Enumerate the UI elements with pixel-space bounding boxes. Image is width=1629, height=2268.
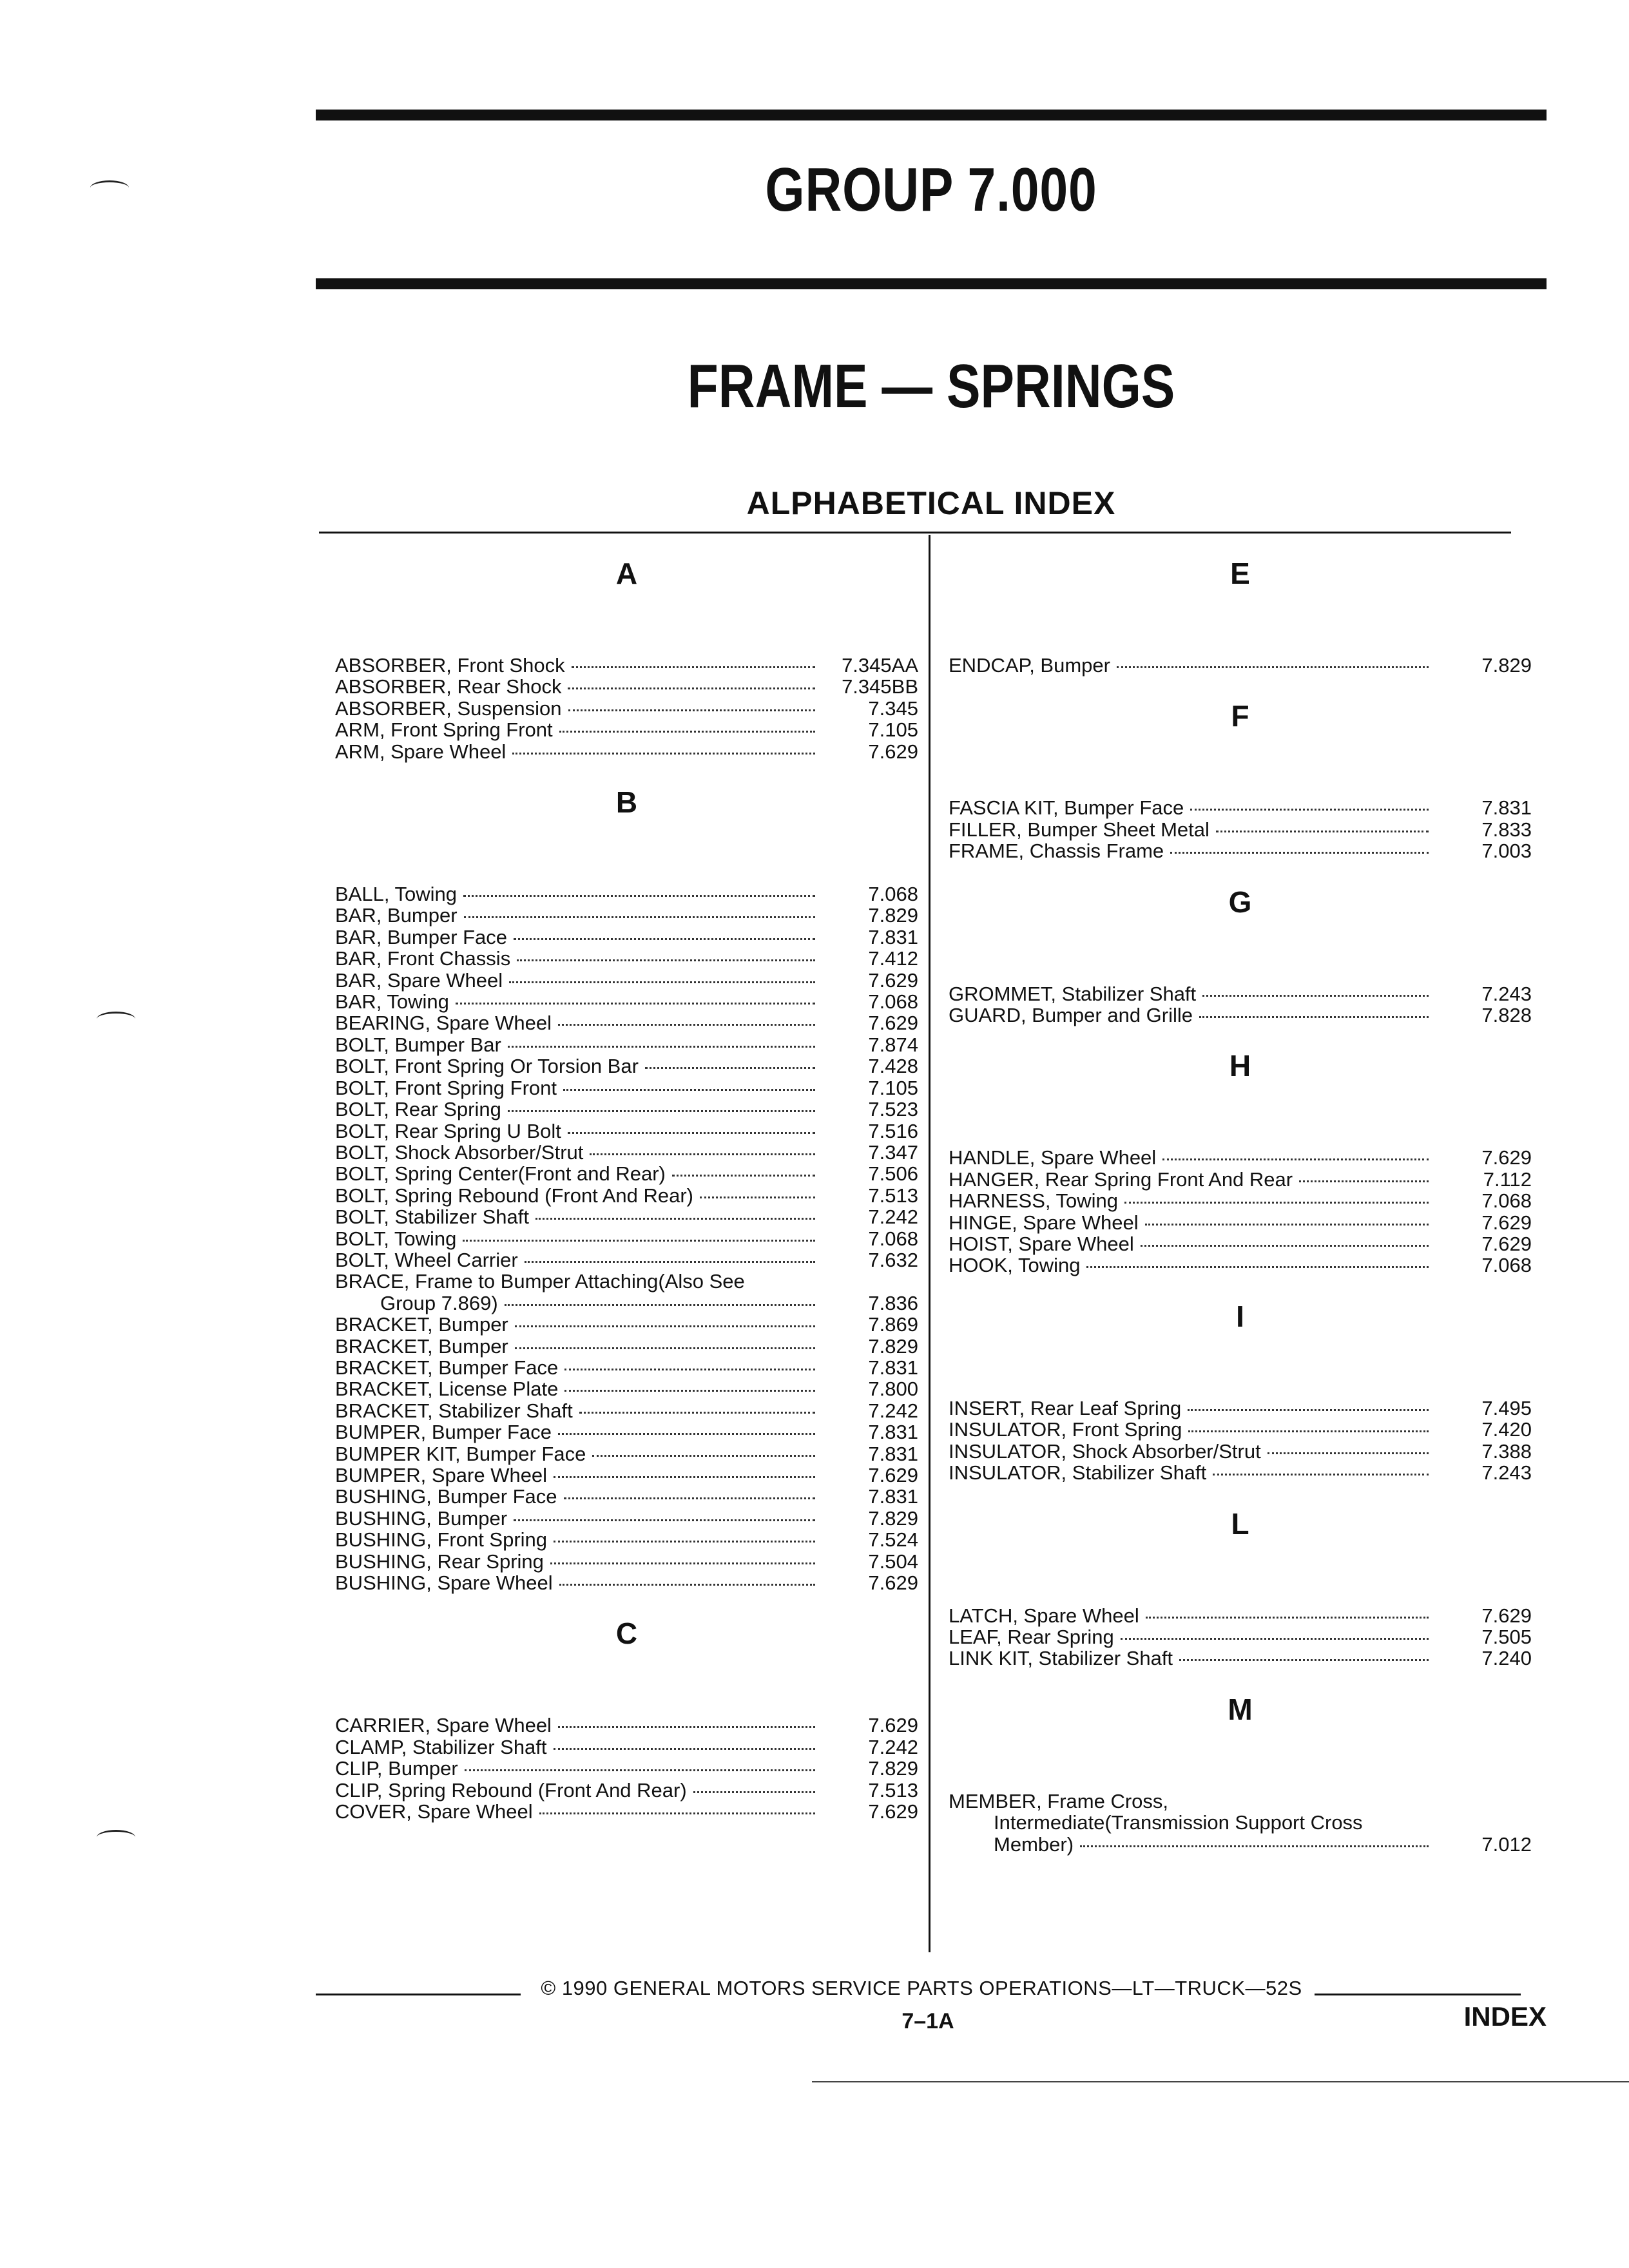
dot-leader: [590, 1153, 815, 1155]
index-entry: [335, 655, 918, 676]
index-entry: [335, 1357, 918, 1378]
dot-leader: [563, 1089, 815, 1091]
dot-leader: [1124, 1202, 1429, 1204]
index-section-m: [949, 1691, 1532, 1855]
dot-leader: [509, 981, 815, 983]
entry-code: 7.629: [868, 740, 918, 763]
entry-name: GROMMET, Stabilizer Shaft: [949, 982, 1197, 1005]
index-entry: [949, 1004, 1532, 1026]
dot-leader: [564, 1369, 815, 1370]
entry-code: 7.068: [868, 883, 918, 906]
index-section-h: [949, 1048, 1532, 1276]
footer-rule-right: [1315, 1994, 1521, 1995]
entry-name: ABSORBER, Front Shock: [335, 654, 565, 677]
entry-name: BOLT, Wheel Carrier: [335, 1248, 518, 1271]
column-divider: [929, 535, 930, 1952]
dot-leader: [579, 1412, 815, 1414]
dot-leader: [1268, 1452, 1429, 1454]
dot-leader: [554, 1476, 815, 1478]
index-entry: [335, 1163, 918, 1184]
index-entry: [949, 1648, 1532, 1669]
index-entry: [335, 1120, 918, 1142]
entry-code: 7.242: [868, 1399, 918, 1422]
entry-code: 7.242: [868, 1735, 918, 1758]
entry-code: 7.829: [1481, 654, 1532, 677]
entry-name: INSERT, Rear Leaf Spring: [949, 1396, 1182, 1419]
index-entry: [949, 1605, 1532, 1626]
index-entry: [949, 1812, 1532, 1833]
entry-code: 7.524: [868, 1528, 918, 1552]
dot-leader: [564, 1497, 815, 1499]
dot-leader: [568, 709, 815, 711]
index-section-e: [949, 555, 1532, 676]
entry-code: 7.003: [1481, 840, 1532, 863]
entry-name: BOLT, Towing: [335, 1227, 457, 1250]
dot-leader: [672, 1175, 815, 1177]
entry-code: 7.829: [868, 1757, 918, 1780]
dot-leader: [693, 1791, 815, 1793]
entry-code: 7.833: [1481, 818, 1532, 841]
entry-name: ARM, Front Spring Front: [335, 718, 553, 742]
entry-code: 7.632: [868, 1248, 918, 1271]
entry-code: 7.504: [868, 1550, 918, 1573]
dot-leader: [554, 1541, 815, 1542]
entry-name: INSULATOR, Front Spring: [949, 1418, 1182, 1441]
index-entry: [335, 927, 918, 948]
entry-name: Group 7.869): [380, 1291, 498, 1314]
dot-leader: [463, 1240, 815, 1242]
index-entry: [335, 1529, 918, 1550]
entry-name: ABSORBER, Suspension: [335, 697, 562, 720]
dot-leader: [559, 1584, 815, 1586]
index-entry: [335, 1780, 918, 1801]
dot-leader: [1117, 666, 1429, 668]
index-section-c: [335, 1615, 918, 1822]
index-entry: [335, 948, 918, 969]
entry-code: 7.523: [868, 1098, 918, 1121]
entry-code: 7.345: [868, 697, 918, 720]
entry-name: BRACKET, License Plate: [335, 1378, 559, 1401]
page-number: 7–1A: [901, 2009, 954, 2033]
entry-name: BOLT, Rear Spring U Bolt: [335, 1119, 561, 1142]
entry-name: HOIST, Spare Wheel: [949, 1233, 1134, 1256]
index-entry: [949, 1626, 1532, 1648]
index-entry: [335, 1077, 918, 1099]
entry-name: BOLT, Stabilizer Shaft: [335, 1206, 529, 1229]
index-entry: [949, 1147, 1532, 1168]
entry-name: FASCIA KIT, Bumper Face: [949, 796, 1184, 820]
index-entry: [949, 1254, 1532, 1276]
top-rule: [316, 110, 1547, 120]
index-entry: [335, 1142, 918, 1163]
entry-code: 7.629: [868, 968, 918, 992]
index-entry: [335, 905, 918, 926]
index-entry: [949, 1398, 1532, 1419]
entry-code: 7.388: [1481, 1439, 1532, 1463]
section-letter: M: [1228, 1692, 1253, 1726]
section-letter: B: [615, 785, 638, 820]
entry-name: CLIP, Bumper: [335, 1757, 458, 1780]
entry-name: LATCH, Spare Wheel: [949, 1604, 1139, 1627]
group-rule: [316, 278, 1547, 289]
entry-code: 7.505: [1481, 1625, 1532, 1648]
section-letter: H: [1229, 1049, 1251, 1083]
section-letter: A: [615, 557, 638, 590]
entry-name: BUSHING, Spare Wheel: [335, 1571, 553, 1595]
entry-code: 7.836: [868, 1291, 918, 1314]
entry-name: HARNESS, Towing: [949, 1189, 1119, 1213]
index-entry: [335, 1736, 918, 1758]
index-entry: [335, 1801, 918, 1822]
entry-name: BOLT, Front Spring Front: [335, 1076, 557, 1099]
entry-code: 7.831: [868, 1421, 918, 1444]
index-entry: [335, 1486, 918, 1507]
index-entry: [949, 1462, 1532, 1483]
index-section-f: [949, 698, 1532, 861]
entry-name: COVER, Spare Wheel: [335, 1800, 533, 1823]
entry-name: LINK KIT, Stabilizer Shaft: [949, 1647, 1173, 1670]
entry-code: 7.112: [1483, 1168, 1532, 1191]
entry-name: GUARD, Bumper and Grille: [949, 1004, 1193, 1027]
entry-name: Intermediate(Transmission Support Cross: [994, 1811, 1363, 1834]
index-section-b: [335, 784, 918, 1593]
entry-name: BOLT, Bumper Bar: [335, 1033, 501, 1056]
entry-name: BALL, Towing: [335, 883, 457, 906]
entry-code: 7.243: [1481, 982, 1532, 1005]
section-letter: G: [1228, 885, 1252, 919]
index-entry: [335, 1465, 918, 1486]
dot-leader: [517, 959, 815, 961]
entry-name: BUSHING, Front Spring: [335, 1528, 548, 1552]
entry-name: ARM, Spare Wheel: [335, 740, 506, 763]
dot-leader: [558, 1726, 815, 1728]
entry-code: 7.105: [868, 718, 918, 742]
entry-code: 7.428: [868, 1055, 918, 1078]
section-label: INDEX: [1463, 2001, 1547, 2032]
entry-code: 7.412: [868, 947, 918, 970]
entry-name: HINGE, Spare Wheel: [949, 1211, 1139, 1234]
entry-code: 7.831: [868, 1442, 918, 1465]
dot-leader: [463, 895, 815, 897]
index-column-right: [949, 535, 1532, 1855]
index-entry: [335, 1758, 918, 1779]
entry-code: 7.629: [1481, 1146, 1532, 1169]
entry-name: BAR, Bumper: [335, 904, 458, 927]
dot-leader: [505, 1304, 815, 1306]
entry-code: 7.068: [1481, 1189, 1532, 1213]
entry-name: LEAF, Rear Spring: [949, 1625, 1114, 1648]
index-entry: [335, 1314, 918, 1335]
index-entry: [335, 1551, 918, 1572]
entry-code: 7.629: [868, 1464, 918, 1486]
dot-leader: [514, 938, 815, 940]
entry-code: 7.068: [1481, 1254, 1532, 1277]
index-entry: [335, 1185, 918, 1206]
dot-leader: [1086, 1266, 1429, 1268]
index-entry: [949, 1834, 1532, 1855]
index-entry: [335, 1508, 918, 1529]
index-entry: [335, 1228, 918, 1249]
index-entry: [949, 655, 1532, 676]
page-title: FRAME — SPRINGS: [687, 352, 1175, 421]
entry-code: 7.629: [1481, 1233, 1532, 1256]
entry-name: BAR, Front Chassis: [335, 947, 511, 970]
index-entry: [335, 1271, 918, 1292]
index-entry: [335, 1099, 918, 1120]
entry-name: ABSORBER, Rear Shock: [335, 675, 562, 698]
index-entry: [949, 1233, 1532, 1254]
entry-code: 7.831: [868, 925, 918, 948]
entry-code: 7.831: [868, 1356, 918, 1379]
dot-leader: [465, 1769, 815, 1771]
entry-name: BAR, Towing: [335, 990, 449, 1014]
footer-rule-left: [316, 1994, 521, 1995]
dot-leader: [456, 1003, 815, 1004]
index-entry: [949, 1791, 1532, 1812]
entry-name: BRACKET, Stabilizer Shaft: [335, 1399, 573, 1422]
dot-leader: [515, 1347, 815, 1349]
entry-name: CARRIER, Spare Wheel: [335, 1714, 552, 1737]
entry-name: BUSHING, Bumper: [335, 1506, 508, 1530]
entry-code: 7.629: [1481, 1604, 1532, 1627]
dot-leader: [1213, 1474, 1429, 1475]
entry-name: ENDCAP, Bumper: [949, 654, 1110, 677]
index-entry: [335, 1443, 918, 1465]
dot-leader: [1199, 1016, 1429, 1018]
entry-code: 7.495: [1481, 1396, 1532, 1419]
entry-code: 7.242: [868, 1206, 918, 1229]
section-letter: F: [1231, 699, 1249, 733]
entry-name: BOLT, Shock Absorber/Strut: [335, 1140, 584, 1164]
entry-name: BUSHING, Bumper Face: [335, 1485, 557, 1508]
dot-leader: [568, 687, 815, 689]
entry-code: 7.800: [868, 1378, 918, 1401]
entry-code: 7.068: [868, 1227, 918, 1250]
entry-code: 7.829: [868, 904, 918, 927]
index-entry: [335, 1421, 918, 1443]
index-entry: [335, 1400, 918, 1421]
section-letter: I: [1236, 1299, 1244, 1333]
entry-code: 7.347: [868, 1140, 918, 1164]
margin-mark: [90, 180, 129, 195]
section-letter: E: [1230, 557, 1250, 590]
entry-code: 7.420: [1481, 1418, 1532, 1441]
margin-mark: [97, 1012, 135, 1026]
entry-code: 7.243: [1481, 1461, 1532, 1485]
index-entry: [335, 970, 918, 991]
entry-name: BRACKET, Bumper: [335, 1313, 508, 1336]
dot-leader: [554, 1748, 815, 1750]
entry-code: 7.828: [1481, 1004, 1532, 1027]
entry-name: BUMPER, Bumper Face: [335, 1421, 552, 1444]
entry-code: 7.829: [868, 1334, 918, 1358]
index-entry: [949, 797, 1532, 818]
entry-code: 7.874: [868, 1033, 918, 1056]
dot-leader: [568, 1132, 815, 1134]
entry-code: 7.345BB: [842, 675, 918, 698]
index-entry: [949, 840, 1532, 861]
entry-name: FRAME, Chassis Frame: [949, 840, 1164, 863]
entry-name: HANDLE, Spare Wheel: [949, 1146, 1157, 1169]
dot-leader: [572, 666, 815, 668]
dot-leader: [1170, 852, 1429, 854]
entry-name: BRACE, Frame to Bumper Attaching(Also See: [335, 1270, 745, 1293]
dot-leader: [559, 731, 815, 733]
index-entry: [949, 983, 1532, 1004]
entry-name: BOLT, Rear Spring: [335, 1098, 501, 1121]
dot-leader: [592, 1455, 815, 1457]
entry-name: BUMPER, Spare Wheel: [335, 1464, 548, 1486]
dot-leader: [700, 1196, 815, 1198]
dot-leader: [1299, 1180, 1429, 1182]
dot-leader: [508, 1110, 815, 1112]
entry-name: INSULATOR, Stabilizer Shaft: [949, 1461, 1207, 1485]
index-entry: [949, 819, 1532, 840]
entry-name: BAR, Bumper Face: [335, 925, 508, 948]
entry-code: 7.629: [868, 1571, 918, 1595]
entry-code: 7.629: [868, 1800, 918, 1823]
section-letter: L: [1231, 1506, 1249, 1541]
dot-leader: [515, 1325, 815, 1327]
section-letter: C: [615, 1617, 638, 1651]
dot-leader: [1179, 1659, 1429, 1661]
dot-leader: [525, 1261, 815, 1263]
index-entry: [335, 1336, 918, 1357]
entry-code: 7.105: [868, 1076, 918, 1099]
entry-code: 7.345AA: [842, 654, 918, 677]
dot-leader: [1190, 809, 1429, 811]
dot-leader: [558, 1433, 815, 1435]
index-entry: [949, 1212, 1532, 1233]
dot-leader: [1145, 1224, 1429, 1225]
dot-leader: [1216, 831, 1429, 832]
entry-name: HOOK, Towing: [949, 1254, 1081, 1277]
entry-code: 7.629: [868, 1012, 918, 1035]
index-entry: [335, 1249, 918, 1271]
index-subtitle: ALPHABETICAL INDEX: [746, 485, 1116, 521]
entry-name: HANGER, Rear Spring Front And Rear: [949, 1168, 1293, 1191]
index-entry: [335, 1572, 918, 1593]
index-entry: [335, 883, 918, 905]
entry-name: BEARING, Spare Wheel: [335, 1012, 552, 1035]
entry-code: 7.068: [868, 990, 918, 1014]
dot-leader: [1080, 1845, 1429, 1847]
dot-leader: [1162, 1158, 1429, 1160]
index-entry: [949, 1441, 1532, 1462]
dot-leader: [1188, 1430, 1429, 1432]
entry-name: CLAMP, Stabilizer Shaft: [335, 1735, 547, 1758]
index-section-g: [949, 884, 1532, 1026]
entry-name: BUSHING, Rear Spring: [335, 1550, 544, 1573]
index-entry: [335, 1293, 918, 1314]
index-entry: [335, 1378, 918, 1399]
dot-leader: [1202, 995, 1429, 997]
entry-code: 7.513: [868, 1778, 918, 1802]
dot-leader: [550, 1562, 815, 1564]
entry-name: Member): [994, 1832, 1074, 1856]
index-entry: [335, 1206, 918, 1227]
dot-leader: [539, 1812, 815, 1814]
dot-leader: [535, 1218, 815, 1220]
index-entry: [949, 1190, 1532, 1211]
index-entry: [335, 1715, 918, 1736]
entry-name: BRACKET, Bumper Face: [335, 1356, 559, 1379]
index-entry: [335, 1034, 918, 1055]
dot-leader: [558, 1024, 815, 1026]
dot-leader: [512, 753, 815, 754]
entry-code: 7.506: [868, 1162, 918, 1186]
index-section-l: [949, 1506, 1532, 1669]
entry-code: 7.240: [1481, 1647, 1532, 1670]
dot-leader: [514, 1519, 815, 1521]
index-column-left: [335, 535, 918, 1822]
entry-code: 7.831: [1481, 796, 1532, 820]
entry-name: BRACKET, Bumper: [335, 1334, 508, 1358]
entry-name: BOLT, Spring Rebound (Front And Rear): [335, 1184, 693, 1207]
dot-leader: [1121, 1638, 1429, 1640]
bottom-rule: [812, 2081, 1629, 2082]
dot-leader: [508, 1046, 815, 1048]
margin-mark: [97, 1830, 135, 1845]
index-section-i: [949, 1298, 1532, 1484]
entry-code: 7.629: [868, 1714, 918, 1737]
entry-name: BAR, Spare Wheel: [335, 968, 503, 992]
entry-code: 7.869: [868, 1313, 918, 1336]
index-rule: [319, 532, 1511, 533]
dot-leader: [1146, 1617, 1429, 1619]
entry-name: CLIP, Spring Rebound (Front And Rear): [335, 1778, 687, 1802]
entry-code: 7.831: [868, 1485, 918, 1508]
dot-leader: [564, 1390, 815, 1392]
entry-name: FILLER, Bumper Sheet Metal: [949, 818, 1210, 841]
index-entry: [335, 991, 918, 1012]
entry-name: INSULATOR, Shock Absorber/Strut: [949, 1439, 1261, 1463]
index-entry: [949, 1419, 1532, 1440]
entry-name: MEMBER, Frame Cross,: [949, 1789, 1169, 1812]
dot-leader: [1141, 1245, 1429, 1247]
group-heading: GROUP 7.000: [765, 155, 1097, 224]
dot-leader: [464, 916, 815, 918]
index-entry: [335, 676, 918, 697]
dot-leader: [645, 1067, 815, 1069]
entry-code: 7.829: [868, 1506, 918, 1530]
dot-leader: [1188, 1409, 1429, 1411]
index-entry: [335, 719, 918, 740]
index-entry: [335, 1055, 918, 1077]
entry-name: BOLT, Spring Center(Front and Rear): [335, 1162, 666, 1186]
index-section-a: [335, 555, 918, 762]
index-entry: [949, 1169, 1532, 1190]
entry-code: 7.513: [868, 1184, 918, 1207]
entry-name: BUMPER KIT, Bumper Face: [335, 1442, 586, 1465]
index-entry: [335, 698, 918, 719]
index-entry: [335, 741, 918, 762]
index-entry: [335, 1012, 918, 1033]
entry-code: 7.629: [1481, 1211, 1532, 1234]
copyright-line: © 1990 GENERAL MOTORS SERVICE PARTS OPERATIONS—LT—TRUCK—52S: [541, 1977, 1302, 1999]
entry-name: BOLT, Front Spring Or Torsion Bar: [335, 1055, 639, 1078]
entry-code: 7.516: [868, 1119, 918, 1142]
entry-code: 7.012: [1481, 1832, 1532, 1856]
